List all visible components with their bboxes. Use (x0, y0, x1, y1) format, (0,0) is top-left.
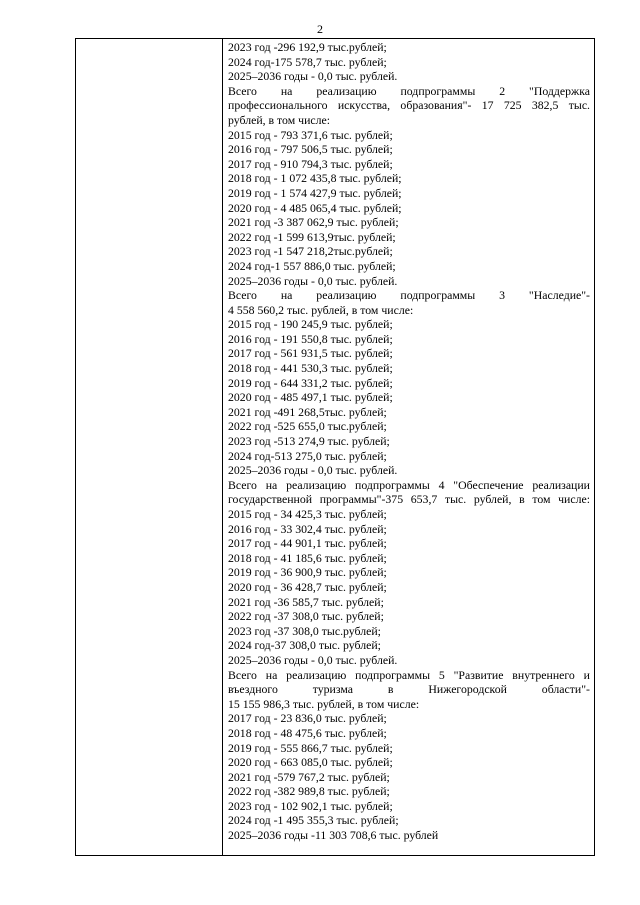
text-line: 2022 год -37 308,0 тыс. рублей; (228, 609, 384, 624)
funding-table (75, 38, 595, 856)
text-line: 2020 год - 4 485 065,4 тыс. рублей; (228, 200, 402, 215)
text-line: 2017 год - 23 836,0 тыс. рублей; (228, 711, 387, 726)
text-line: 2018 год - 48 475,6 тыс. рублей; (228, 725, 387, 740)
text-line: 2020 год - 663 085,0 тыс. рублей; (228, 755, 393, 770)
text-line: Всего на реализацию подпрограммы 5 "Развитие внутреннего и (228, 667, 590, 682)
text-line: 2025–2036 годы -11 303 708,6 тыс. рублей (228, 828, 439, 843)
text-line: 2022 год -382 989,8 тыс. рублей; (228, 784, 390, 799)
text-line: 2025–2036 годы - 0,0 тыс. рублей. (228, 652, 398, 667)
text-line: 2023 год -1 547 218,2тыс.рублей; (228, 244, 393, 259)
text-line: 2016 год - 191 550,8 тыс. рублей; (228, 331, 393, 346)
page-number: 2 (317, 22, 323, 36)
text-line: 2016 год - 33 302,4 тыс. рублей; (228, 521, 387, 536)
text-line: 2025–2036 годы - 0,0 тыс. рублей. (228, 273, 398, 288)
text-line: Всего на реализацию подпрограммы 2 "Поддержка (228, 83, 590, 98)
text-line: 2015 год - 34 425,3 тыс. рублей; (228, 507, 387, 521)
text-line: въездного туризма в Нижегородской области"- (228, 682, 590, 697)
text-line: 2019 год - 555 866,7 тыс. рублей; (228, 740, 393, 755)
text-line: 2024 год-175 578,7 тыс. рублей; (228, 54, 387, 69)
text-line: 2023 год - 102 902,1 тыс. рублей; (228, 798, 393, 813)
text-line: государственной программы"-375 653,7 тыс. рублей, в том числе: (228, 492, 590, 507)
text-line: 2018 год - 441 530,3 тыс. рублей; (228, 361, 393, 376)
text-line: Всего на реализацию подпрограммы 3 "Наследие"- (228, 288, 590, 303)
text-line: 2021 год -36 585,7 тыс. рублей; (228, 594, 384, 609)
text-line: Всего на реализацию подпрограммы 4 "Обеспечение реализации (228, 477, 590, 492)
text-line: 2018 год - 41 185,6 тыс. рублей; (228, 550, 387, 565)
text-line: 2019 год - 644 331,2 тыс. рублей; (228, 375, 393, 390)
text-line: 4 558 560,2 тыс. рублей, в том числе: (228, 302, 414, 317)
text-line: 2024 год -1 495 355,3 тыс. рублей; (228, 813, 399, 828)
text-line: 2017 год - 910 794,3 тыс. рублей; (228, 156, 393, 171)
text-line: 2017 год - 561 931,5 тыс. рублей; (228, 346, 393, 361)
text-line: 2020 год - 485 497,1 тыс. рублей; (228, 390, 393, 405)
text-line: 2025–2036 годы - 0,0 тыс. рублей. (228, 463, 398, 478)
text-line: 2024 год-1 557 886,0 тыс. рублей; (228, 258, 396, 273)
text-line: 2021 год -3 387 062,9 тыс. рублей; (228, 215, 399, 230)
text-line: 2015 год - 793 371,6 тыс. рублей; (228, 127, 393, 142)
text-line: 2025–2036 годы - 0,0 тыс. рублей. (228, 69, 398, 84)
text-line: 2022 год -525 655,0 тыс.рублей; (228, 419, 387, 434)
text-line: 2021 год -579 767,2 тыс. рублей; (228, 769, 390, 784)
text-line: 2020 год - 36 428,7 тыс. рублей; (228, 579, 387, 594)
text-line: 2022 год -1 599 613,9тыс. рублей; (228, 229, 396, 244)
text-line: 2017 год - 44 901,1 тыс. рублей; (228, 536, 387, 551)
text-line: профессионального искусства, образования"- 17 725 382,5 тыс. (228, 98, 590, 113)
text-line: 2023 год -296 192,9 тыс.рублей; (228, 40, 387, 54)
text-line: 15 155 986,3 тыс. рублей, в том числе: (228, 696, 420, 711)
text-line: 2023 год -37 308,0 тыс.рублей; (228, 623, 381, 638)
text-line: 2023 год -513 274,9 тыс. рублей; (228, 434, 390, 449)
table-right-cell (223, 39, 594, 855)
table-left-cell (76, 39, 223, 855)
text-line: 2021 год -491 268,5тыс. рублей; (228, 404, 387, 419)
text-line: 2024 год-513 275,0 тыс. рублей; (228, 448, 387, 463)
text-line: 2019 год - 1 574 427,9 тыс. рублей; (228, 185, 402, 200)
text-line: 2024 год-37 308,0 тыс. рублей; (228, 638, 381, 653)
text-line: 2015 год - 190 245,9 тыс. рублей; (228, 317, 393, 332)
text-line: рублей, в том числе: (228, 112, 331, 127)
text-line: 2018 год - 1 072 435,8 тыс. рублей; (228, 171, 402, 186)
text-line: 2016 год - 797 506,5 тыс. рублей; (228, 142, 393, 157)
text-line: 2019 год - 36 900,9 тыс. рублей; (228, 565, 387, 580)
